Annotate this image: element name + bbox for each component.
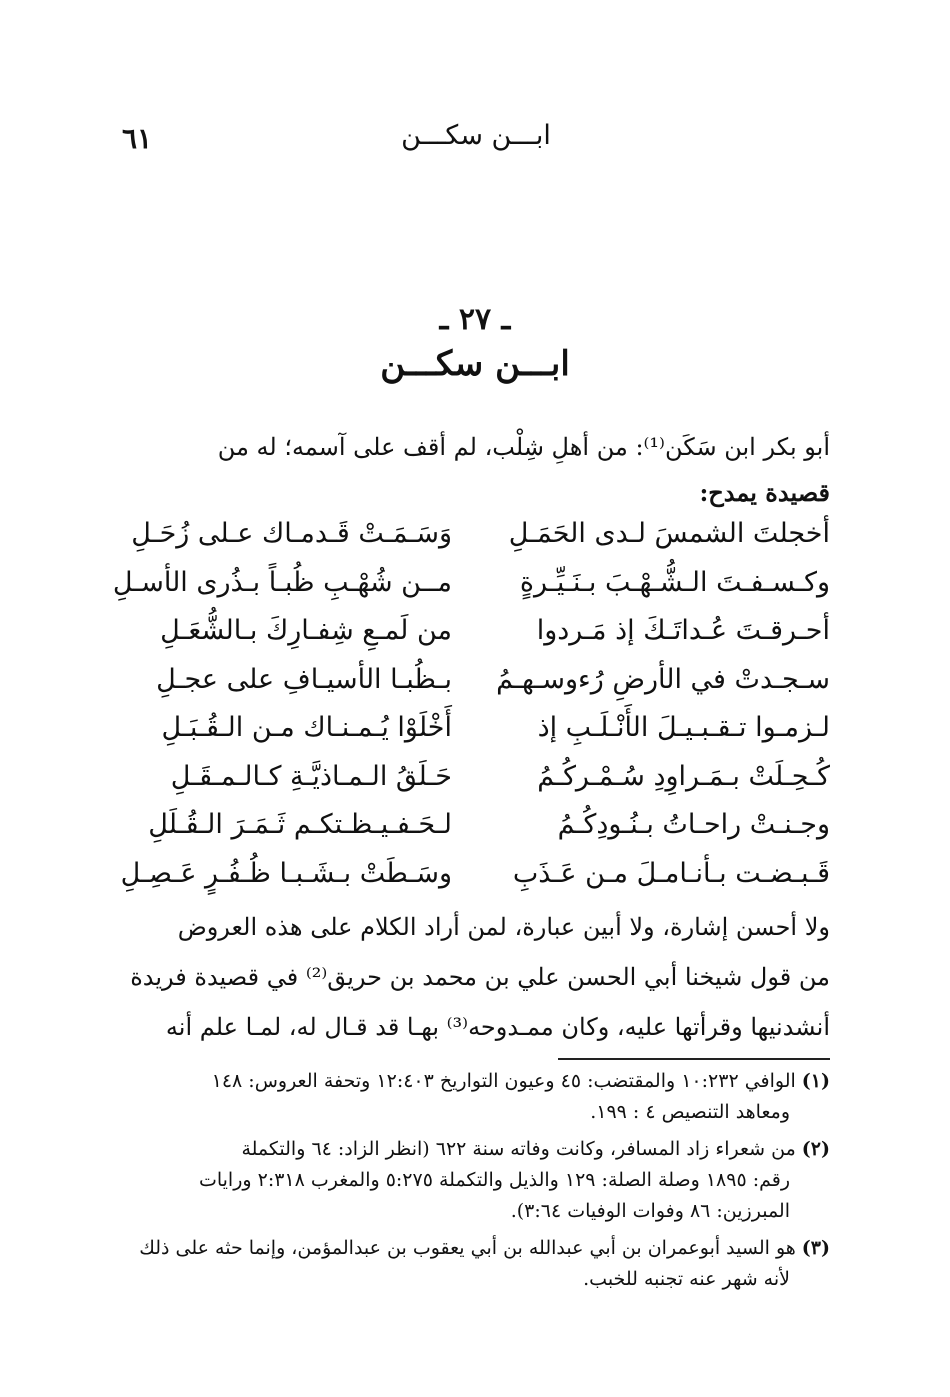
- footnote-3-number: (٣): [801, 1237, 830, 1259]
- prose-line-1: ولا أحسن إشارة، ولا أبين عبارة، لمن أراد الكلام على هذه العروض: [177, 913, 830, 941]
- verse-3-first-hemistich: أحـرقـتَ عُـداتَـكَ إذ مَـردوا: [536, 615, 830, 646]
- verse-1-first-hemistich: أخجلتَ الشمسَ لـدى الحَمَـلِ: [508, 518, 830, 549]
- footnote-3-line-2: لأنه شهر عنه تجنبه للخبب.: [583, 1268, 790, 1290]
- verse-1: [122, 518, 830, 567]
- verse-5-first-hemistich: لـزمـوا تـقـبـيـلَ الأَنْـلَـبِ إذ: [537, 712, 830, 743]
- verse-3-second-hemistich: من لَمـعِ شِفـارِكَ بـالشُّعَـلِ: [160, 615, 452, 646]
- footnote-2-line-1: من شعراء زاد المسافر، وكانت وفاته سنة ٦٢٢ (انظر الزاد: ٦٤ والتكملة: [241, 1138, 796, 1160]
- verse-8-second-hemistich: وسَـطَتْ بـشَـبـا ظُـفُـرٍ عَـصِـلِ: [120, 857, 452, 889]
- footnote-1-number: (١): [801, 1070, 830, 1092]
- verse-3: [122, 615, 830, 664]
- verse-8: [122, 858, 830, 907]
- verse-2-first-hemistich: وكـسـفـتَ الـشُّـهْـبَ بـنَـيِّـرةٍ: [519, 566, 830, 598]
- verse-6-second-hemistich: حَـلَقُ الـمـاذيَّـةِ كـالـمـقَـلِ: [170, 760, 452, 792]
- prose-line-3: أنشدنيها وقرأتها عليه، وكان ممـدوحه⁽³⁾ بهـا قد قـال له، لمـا علم أنه: [165, 1013, 830, 1041]
- footnote-separator: [558, 1058, 830, 1060]
- poem: [112, 518, 830, 906]
- verse-8-first-hemistich: قَـبـضـت بـأنـامـلَ مـن عَـذَبِ: [512, 857, 830, 889]
- footnote-1: [122, 1066, 830, 1128]
- footnote-2-line-3: المبرزين: ٨٦ وفوات الوفيات ٣:٦٤).: [510, 1200, 790, 1222]
- page-number: ٦١: [122, 122, 153, 155]
- footnote-2: [122, 1134, 830, 1227]
- verse-1-second-hemistich: وَسَـمَـتْ قَـدمـاك عـلى زُحَـلِ: [131, 518, 452, 549]
- verse-7-first-hemistich: وجـنـتْ راحـاتُ بـنُـودِكُـمُ: [557, 809, 830, 840]
- footnotes: [122, 1066, 830, 1301]
- running-title: ابـــن سكـــن: [401, 120, 551, 151]
- verse-4: [122, 664, 830, 713]
- footnote-3-line-1: هو السيد أبوعمران بن أبي عبدالله بن أبي يعقوب بن عبدالمؤمن، وإنما حثه على ذلك: [139, 1237, 796, 1259]
- running-head: [122, 120, 830, 170]
- verse-4-second-hemistich: بـظُبـا الأسيـافِ على عجـلِ: [156, 663, 452, 695]
- intro-paragraph: [122, 424, 830, 516]
- footnote-2-number: (٢): [801, 1138, 830, 1160]
- footnote-3: [122, 1233, 830, 1295]
- verse-5-second-hemistich: أَخْلَوْا يُـمـنـاك مـن الـقُـبَـلِ: [161, 712, 452, 743]
- verse-6-first-hemistich: كُـحِـلَتْ بـمَـراوِدِ سُـمْـركُـمُ: [537, 760, 830, 792]
- verse-7-second-hemistich: لـحَـفـيـظـتكـم ثَـمَـرَ الـقُـلَلِ: [148, 809, 452, 840]
- entry-title: ابـــن سكـــن: [380, 344, 570, 384]
- verse-4-first-hemistich: سـجـدتْ في الأرضِ رُءوسـهـمُ: [496, 663, 830, 695]
- entry-number: ـ ٢٧ ـ: [439, 302, 511, 337]
- intro-line-2: قصيدة يمدح:: [699, 478, 830, 507]
- footnote-1-line-1: الوافي ١٠:٢٣٢ والمقتضب: ٤٥ وعيون التواريخ ١٢:٤٠٣ وتحفة العروس: ١٤٨: [211, 1070, 796, 1092]
- verse-2-second-hemistich: مــن شُهْـبِ ظُبـاً بـذُرى الأسـلِ: [112, 566, 452, 598]
- prose-line-2: من قول شيخنا أبي الحسن علي بن محمد بن حريق⁽²⁾ في قصيدة فريدة: [130, 963, 830, 991]
- footnote-2-line-2: رقم: ١٨٩٥ وصلة الصلة: ١٢٩ والذيل والتكملة ٥:٢٧٥ والمغرب ٢:٣١٨ ورايات: [198, 1169, 790, 1191]
- footnote-1-line-2: ومعاهد التنصيص ٤ : ١٩٩.: [590, 1101, 790, 1123]
- prose-paragraph: [122, 902, 830, 1052]
- verse-5: [122, 712, 830, 761]
- intro-line-1: أبو بكر ابن سَكَن⁽¹⁾: من أهلِ شِلْب، لم أقف على آسمه؛ له من: [217, 433, 830, 461]
- verse-6: [122, 761, 830, 810]
- verse-2: [112, 566, 830, 616]
- verse-7: [122, 809, 830, 858]
